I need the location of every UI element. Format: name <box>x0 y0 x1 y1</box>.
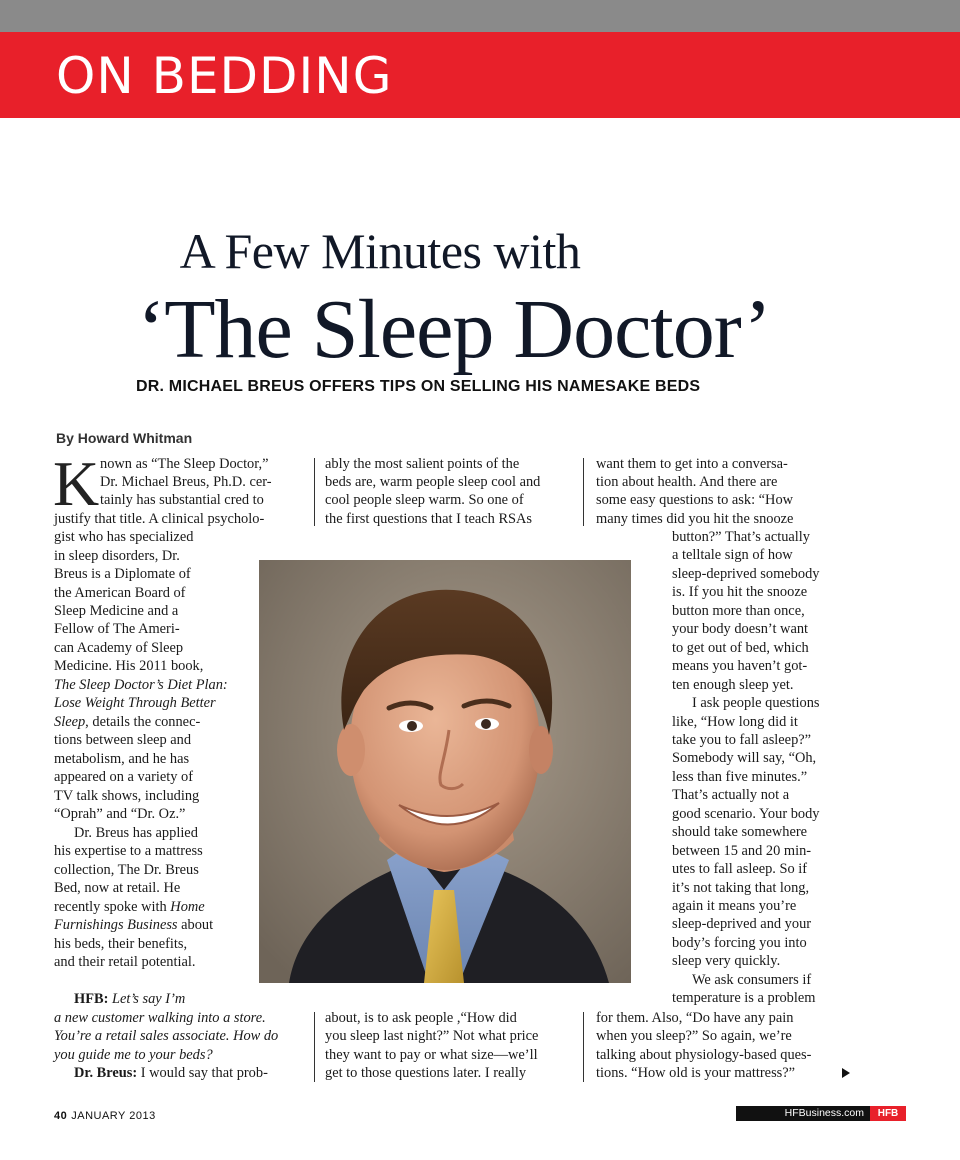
body-line: Breus is a Diplomate of <box>54 566 191 582</box>
body-line: beds are, warm people sleep cool and <box>325 474 541 490</box>
qa-question-line <box>54 1009 266 1027</box>
body-line: nown as “The Sleep Doctor,” <box>100 456 269 472</box>
body-line: for them. Also, “Do have any pain <box>596 1010 794 1026</box>
body-line: want them to get into a conversa- <box>596 456 788 472</box>
body-line: temperature is a problem <box>672 990 816 1006</box>
body-line: justify that title. A clinical psycholo- <box>54 511 265 527</box>
book-title: The Sleep Doctor’s Diet Plan: <box>54 677 228 693</box>
qa-answer-line <box>74 1064 268 1082</box>
body-line: his beds, their benefits, <box>54 936 188 952</box>
qa-question-line <box>54 1027 278 1045</box>
column-rule <box>583 458 584 526</box>
body-line: utes to fall asleep. So if <box>672 861 808 877</box>
body-line: the first questions that I teach RSAs <box>325 511 533 527</box>
body-line: TV talk shows, including <box>54 788 200 804</box>
body-line: body’s forcing you into <box>672 935 807 951</box>
body-line: talking about physiology-based ques- <box>596 1047 812 1063</box>
body-line: some easy questions to ask: “How <box>596 492 794 508</box>
body-line <box>54 916 213 934</box>
body-line: collection, The Dr. Breus <box>54 862 199 878</box>
question-text: Let’s say I’m <box>111 991 186 1007</box>
portrait-photo <box>259 560 631 983</box>
body-line: they want to pay or what size—we’ll <box>325 1047 538 1063</box>
column-rule <box>314 458 315 526</box>
publication-name: Furnishings Business <box>54 917 178 933</box>
body-line: like, “How long did it <box>672 714 798 730</box>
body-line: many times did you hit the snooze <box>596 511 794 527</box>
drop-cap: K <box>53 448 100 519</box>
column-rule <box>583 1012 584 1082</box>
body-line: We ask consumers if <box>692 972 812 988</box>
body-line: again it means you’re <box>672 898 797 914</box>
question-text: a new customer walking into a store. <box>54 1010 266 1026</box>
website-link[interactable]: HFBusiness.com <box>736 1106 870 1121</box>
body-line: sleep-deprived somebody <box>672 566 820 582</box>
body-line: your body doesn’t want <box>672 621 809 637</box>
qa-question-line <box>74 990 185 1008</box>
body-line: Dr. Michael Breus, Ph.D. cer- <box>100 474 272 490</box>
body-text: recently spoke with <box>54 899 171 915</box>
body-line: tions between sleep and <box>54 732 192 748</box>
body-line: gist who has specialized <box>54 529 194 545</box>
answer-text: I would say that prob- <box>137 1065 268 1081</box>
body-line: get to those questions later. I really <box>325 1065 527 1081</box>
body-line: a telltale sign of how <box>672 547 793 563</box>
body-line: it’s not taking that long, <box>672 880 810 896</box>
subheadline: DR. MICHAEL BREUS OFFERS TIPS ON SELLING HIS NAMESAKE BEDS <box>136 378 701 395</box>
body-text: about <box>177 917 214 933</box>
body-line: should take somewhere <box>672 824 808 840</box>
book-title: Lose Weight Through Better <box>54 695 216 711</box>
issue-date: JANUARY 2013 <box>71 1110 156 1122</box>
body-line: about, is to ask people ,“How did <box>325 1010 517 1026</box>
body-line: button?” That’s actually <box>672 529 811 545</box>
body-line: ably the most salient points of the <box>325 456 520 472</box>
body-line: when you sleep?” So again, we’re <box>596 1028 792 1044</box>
publication-name: Home <box>170 899 205 915</box>
body-line: can Academy of Sleep <box>54 640 184 656</box>
body-line <box>54 898 205 916</box>
body-line: between 15 and 20 min- <box>672 843 812 859</box>
body-line: metabolism, and he has <box>54 751 190 767</box>
body-line: Sleep Medicine and a <box>54 603 179 619</box>
body-line: less than five minutes.” <box>672 769 808 785</box>
body-line: tainly has substantial cred to <box>100 492 264 508</box>
top-gray-bar <box>0 0 960 32</box>
hfb-logo: HFB <box>870 1106 906 1121</box>
body-line: you sleep last night?” Not what price <box>325 1028 539 1044</box>
body-line: the American Board of <box>54 585 186 601</box>
body-line: Somebody will say, “Oh, <box>672 750 817 766</box>
body-line: and their retail potential. <box>54 954 196 970</box>
body-text: , details the connec- <box>85 714 201 730</box>
body-line: tion about health. And there are <box>596 474 778 490</box>
headline-line-1: A Few Minutes with <box>179 223 581 279</box>
hfb-label: HFB: <box>74 991 109 1007</box>
body-line: sleep-deprived and your <box>672 916 812 932</box>
body-line: Fellow of The Ameri- <box>54 621 180 637</box>
section-title: ON BEDDING <box>56 47 393 105</box>
page-number: 40 <box>54 1110 68 1122</box>
body-line: tions. “How old is your mattress?” <box>596 1065 796 1081</box>
body-line: appeared on a variety of <box>54 769 194 785</box>
byline: By Howard Whitman <box>56 430 193 446</box>
body-line: take you to fall asleep?” <box>672 732 812 748</box>
body-line: means you haven’t got- <box>672 658 808 674</box>
body-line: Bed, now at retail. He <box>54 880 181 896</box>
body-line: Dr. Breus has applied <box>74 825 198 841</box>
body-line: button more than once, <box>672 603 805 619</box>
body-line: to get out of bed, which <box>672 640 809 656</box>
body-line: cool people sleep warm. So one of <box>325 492 524 508</box>
body-line: sleep very quickly. <box>672 953 781 969</box>
column-rule <box>314 1012 315 1082</box>
body-line <box>54 676 228 694</box>
body-line: I ask people questions <box>692 695 820 711</box>
qa-question-line <box>54 1046 213 1064</box>
body-line: Medicine. His 2011 book, <box>54 658 204 674</box>
body-line <box>54 694 216 712</box>
body-line <box>54 713 200 731</box>
question-text: You’re a retail sales associate. How do <box>54 1028 279 1044</box>
body-line: “Oprah” and “Dr. Oz.” <box>54 806 186 822</box>
question-text: you guide me to your beds? <box>54 1047 213 1063</box>
body-line: ten enough sleep yet. <box>672 677 794 693</box>
body-line: is. If you hit the snooze <box>672 584 808 600</box>
dr-breus-label: Dr. Breus: <box>74 1065 138 1081</box>
body-line: his expertise to a mattress <box>54 843 203 859</box>
page-folio <box>54 1110 156 1122</box>
continue-arrow-icon <box>842 1068 850 1078</box>
body-line: That’s actually not a <box>672 787 790 803</box>
body-line: in sleep disorders, Dr. <box>54 548 180 564</box>
book-title: Sleep <box>54 714 86 730</box>
body-line: good scenario. Your body <box>672 806 820 822</box>
headline-line-2: ‘The Sleep Doctor’ <box>137 283 771 376</box>
